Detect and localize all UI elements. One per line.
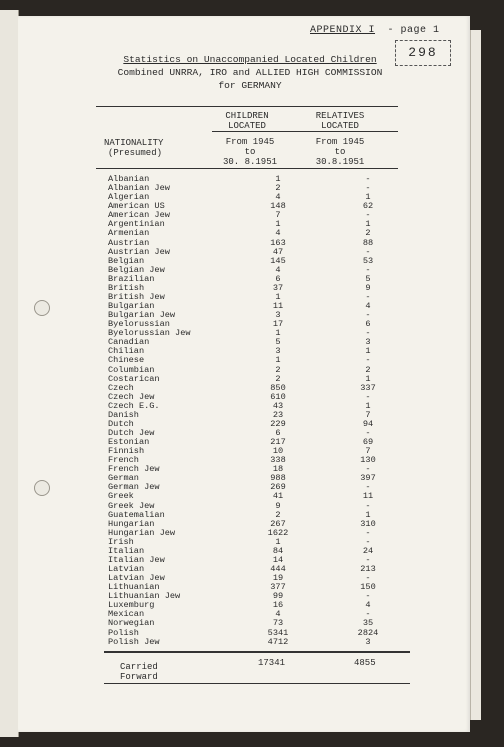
children-located-cell: 148 <box>270 201 286 212</box>
table-row <box>108 619 398 628</box>
nationality-cell: Brazilian <box>108 273 155 284</box>
relatives-located-cell: - <box>365 609 371 620</box>
relatives-located-cell: 69 <box>362 437 374 447</box>
children-located-cell: 9 <box>275 500 281 511</box>
relatives-located-cell: 130 <box>360 455 376 466</box>
relatives-located-cell: 2824 <box>357 627 379 638</box>
nationality-cell: Lithuanian <box>108 582 160 593</box>
children-located-cell: 41 <box>272 491 284 502</box>
nationality-cell: Columbian <box>108 364 155 375</box>
children-located-cell: 850 <box>270 382 286 393</box>
children-date-line: 30. 8.1951 <box>222 157 277 167</box>
nationality-cell: Canadian <box>108 337 150 348</box>
children-located-cell: 18 <box>272 464 284 475</box>
children-located-cell: 37 <box>272 282 284 293</box>
children-header-line: CHILDREN <box>225 111 269 121</box>
total-top-rule <box>104 651 410 653</box>
table-row <box>108 429 398 438</box>
children-located-cell: 267 <box>270 518 286 529</box>
relatives-located-cell: 2 <box>365 364 371 375</box>
punch-hole <box>34 480 50 496</box>
children-located-cell: 4712 <box>267 636 289 647</box>
children-located-cell: 47 <box>272 246 284 257</box>
relatives-located-cell: 337 <box>360 382 376 393</box>
nationality-cell: American US <box>108 201 165 212</box>
children-date-line: From 1945 <box>225 137 275 147</box>
table-row <box>108 411 398 420</box>
relatives-located-cell: 150 <box>360 582 376 593</box>
table-row <box>108 347 398 356</box>
children-located-cell: 4 <box>275 228 281 239</box>
punch-hole <box>34 300 50 316</box>
table-row <box>108 638 398 647</box>
children-located-cell: 14 <box>272 554 284 565</box>
relatives-located-cell: - <box>365 591 371 602</box>
total-bottom-rule <box>104 683 410 684</box>
relatives-header-line: RELATIVES <box>315 111 365 121</box>
relatives-located-cell: - <box>365 183 371 194</box>
relatives-located-cell: - <box>365 428 371 438</box>
children-located-cell: 7 <box>275 210 281 221</box>
nationality-cell: French Jew <box>108 464 160 475</box>
nationality-header-line: NATIONALITY <box>104 138 164 148</box>
children-located-cell: 4 <box>275 192 281 203</box>
children-located-cell: 11 <box>272 301 284 311</box>
nationality-cell: Austrian Jew <box>108 246 170 257</box>
total-children: 17341 <box>258 658 286 668</box>
children-located-cell: 6 <box>275 273 281 284</box>
children-located-cell: 338 <box>270 455 286 466</box>
relatives-located-cell: - <box>365 264 371 275</box>
table-row <box>108 556 398 565</box>
children-located-cell: 73 <box>272 618 284 629</box>
adjacent-page-edge <box>0 10 19 737</box>
nationality-cell: Estonian <box>108 437 150 447</box>
table-row <box>108 329 398 338</box>
relatives-located-cell: - <box>365 536 371 547</box>
nationality-cell: Dutch Jew <box>108 428 155 438</box>
page-label: - page 1 <box>387 25 440 36</box>
nationality-cell: Bulgarian <box>108 301 155 311</box>
table-row <box>108 375 398 384</box>
nationality-cell: Byelorussian Jew <box>108 328 191 339</box>
nationality-cell: Mexican <box>108 609 145 620</box>
nationality-cell: Guatemalian <box>108 509 165 520</box>
nationality-cell: Albanian Jew <box>108 183 170 194</box>
nationality-header-line: (Presumed) <box>108 148 163 158</box>
relatives-date-line: From 1945 <box>315 137 365 147</box>
children-located-cell: 10 <box>272 446 284 457</box>
relatives-date-line: 30.8.1951 <box>315 157 365 167</box>
nationality-cell: Byelorussian <box>108 319 170 330</box>
table-row <box>108 248 398 257</box>
children-located-cell: 5341 <box>267 627 289 638</box>
children-located-cell: 16 <box>272 600 284 611</box>
nationality-header <box>104 138 184 158</box>
table-top-rule <box>96 106 398 107</box>
nationality-cell: Luxemburg <box>108 600 155 611</box>
relatives-located-cell: - <box>365 500 371 511</box>
relatives-date-line: to <box>334 147 346 157</box>
relatives-located-cell: 5 <box>365 273 371 284</box>
nationality-cell: Latvian Jew <box>108 573 165 584</box>
table-row <box>108 338 398 347</box>
relatives-located-cell: 1 <box>365 373 371 384</box>
children-located-cell: 1 <box>275 355 281 366</box>
children-located-cell: 2 <box>275 364 281 375</box>
children-located-cell: 43 <box>272 400 284 411</box>
table-row <box>108 438 398 447</box>
relatives-located-cell: 53 <box>362 255 374 266</box>
children-located-cell: 1 <box>275 328 281 339</box>
children-located-cell: 17 <box>272 319 284 330</box>
children-located-cell: 2 <box>275 509 281 520</box>
page-number-stamp: 298 <box>395 40 451 66</box>
table-row <box>108 220 398 229</box>
document-title: Statistics on Unaccompanied Located Children <box>123 54 377 65</box>
nationality-cell: German Jew <box>108 482 160 493</box>
children-located-cell: 4 <box>275 264 281 275</box>
table-row <box>108 483 398 492</box>
nationality-cell: Lithuanian Jew <box>108 591 181 602</box>
forward-label: Forward <box>120 672 158 682</box>
carried-label: Carried <box>120 662 158 672</box>
children-located-cell: 217 <box>270 437 286 447</box>
relatives-located-cell: - <box>365 210 371 221</box>
table-row <box>108 529 398 538</box>
appendix-heading <box>310 25 440 36</box>
relatives-located-cell: 7 <box>365 446 371 457</box>
nationality-cell: Bulgarian Jew <box>108 310 176 321</box>
table-row <box>108 465 398 474</box>
relatives-located-cell: 35 <box>362 618 374 629</box>
relatives-located-cell: - <box>365 482 371 493</box>
children-located-cell: 988 <box>270 473 286 484</box>
nationality-cell: Norwegian <box>108 618 155 629</box>
relatives-located-cell: - <box>365 174 371 184</box>
children-located-cell: 1 <box>275 219 281 230</box>
children-date-range <box>212 137 288 167</box>
table-row <box>108 601 398 610</box>
children-located-cell: 229 <box>270 418 286 429</box>
nationality-cell: Italian <box>108 545 145 556</box>
relatives-located-cell: 213 <box>360 564 376 574</box>
relatives-located-cell: 7 <box>365 409 371 420</box>
nationality-cell: Belgian Jew <box>108 264 165 275</box>
nationality-cell: British <box>108 282 145 293</box>
nationality-cell: British Jew <box>108 291 165 302</box>
relatives-located-cell: - <box>365 355 371 366</box>
relatives-located-cell: - <box>365 246 371 257</box>
nationality-cell: Latvian <box>108 564 145 574</box>
relatives-located-cell: - <box>365 527 371 538</box>
children-located-cell: 1 <box>275 291 281 302</box>
relatives-located-cell: 310 <box>360 518 376 529</box>
table-row <box>108 229 398 238</box>
relatives-header-title <box>300 111 380 131</box>
children-located-cell: 1 <box>275 536 281 547</box>
page-stack-edge <box>470 30 481 720</box>
children-date-line: to <box>244 147 256 157</box>
relatives-located-cell: - <box>365 554 371 565</box>
nationality-cell: Irish <box>108 536 134 547</box>
relatives-located-cell: - <box>365 291 371 302</box>
nationality-cell: Hungarian <box>108 518 155 529</box>
children-located-cell: 1622 <box>267 527 289 538</box>
nationality-cell: Argentinian <box>108 219 165 230</box>
header-bottom-rule <box>96 168 398 169</box>
nationality-cell: Czech E.G. <box>108 400 160 411</box>
relatives-located-cell: 397 <box>360 473 376 484</box>
nationality-cell: Polish <box>108 627 139 638</box>
children-located-cell: 610 <box>270 391 286 402</box>
nationality-cell: Albanian <box>108 174 150 184</box>
nationality-cell: Danish <box>108 409 139 420</box>
relatives-date-range <box>302 137 378 167</box>
nationality-cell: Italian Jew <box>108 554 165 565</box>
table-row <box>108 402 398 411</box>
children-located-cell: 3 <box>275 346 281 357</box>
relatives-located-cell: 4 <box>365 301 371 311</box>
header-mid-rule <box>212 131 398 132</box>
relatives-located-cell: - <box>365 328 371 339</box>
relatives-located-cell: - <box>365 310 371 321</box>
children-located-cell: 23 <box>272 409 284 420</box>
table-row <box>108 447 398 456</box>
document-subtitle: Combined UNRRA, IRO and ALLIED HIGH COMMISSION <box>117 67 383 78</box>
children-header-line: LOCATED <box>228 121 266 131</box>
nationality-cell: French <box>108 455 139 466</box>
children-located-cell: 145 <box>270 255 286 266</box>
relatives-located-cell: - <box>365 573 371 584</box>
nationality-cell: Hungarian Jew <box>108 527 176 538</box>
relatives-located-cell: 6 <box>365 319 371 330</box>
relatives-located-cell: 24 <box>362 545 374 556</box>
relatives-located-cell: 94 <box>362 418 374 429</box>
relatives-located-cell: 9 <box>365 282 371 293</box>
table-row <box>108 184 398 193</box>
nationality-cell: Greek Jew <box>108 500 155 511</box>
children-located-cell: 4 <box>275 609 281 620</box>
nationality-cell: Austrian <box>108 237 150 248</box>
relatives-located-cell: 1 <box>365 346 371 357</box>
document-subtitle-region: for GERMANY <box>218 80 282 91</box>
nationality-cell: Chinese <box>108 355 145 366</box>
children-located-cell: 6 <box>275 428 281 438</box>
children-located-cell: 84 <box>272 545 284 556</box>
nationality-cell: Chilian <box>108 346 145 357</box>
nationality-cell: American Jew <box>108 210 170 221</box>
nationality-cell: Czech <box>108 382 134 393</box>
table-row <box>108 275 398 284</box>
children-located-cell: 444 <box>270 564 286 574</box>
children-located-cell: 3 <box>275 310 281 321</box>
appendix-label: APPENDIX I <box>310 25 376 36</box>
relatives-located-cell: 11 <box>362 491 374 502</box>
relatives-located-cell: 3 <box>365 636 371 647</box>
relatives-located-cell: 4 <box>365 600 371 611</box>
children-located-cell: 377 <box>270 582 286 593</box>
children-located-cell: 269 <box>270 482 286 493</box>
children-located-cell: 163 <box>270 237 286 248</box>
relatives-located-cell: 88 <box>362 237 374 248</box>
relatives-located-cell: - <box>365 464 371 475</box>
nationality-cell: Costarican <box>108 373 160 384</box>
children-located-cell: 2 <box>275 373 281 384</box>
relatives-located-cell: 1 <box>365 219 371 230</box>
nationality-cell: Algerian <box>108 192 150 203</box>
children-located-cell: 99 <box>272 591 284 602</box>
relatives-located-cell: 1 <box>365 400 371 411</box>
table-row <box>108 538 398 547</box>
children-located-cell: 1 <box>275 174 281 184</box>
relatives-located-cell: - <box>365 391 371 402</box>
relatives-located-cell: 1 <box>365 509 371 520</box>
nationality-cell: Dutch <box>108 418 134 429</box>
nationality-cell: Czech Jew <box>108 391 155 402</box>
relatives-located-cell: 1 <box>365 192 371 203</box>
relatives-located-cell: 3 <box>365 337 371 348</box>
nationality-cell: Belgian <box>108 255 145 266</box>
relatives-header-line: LOCATED <box>321 121 359 131</box>
children-located-cell: 5 <box>275 337 281 348</box>
children-located-cell: 19 <box>272 573 284 584</box>
children-header-title <box>212 111 282 131</box>
relatives-located-cell: 2 <box>365 228 371 239</box>
total-relatives: 4855 <box>354 658 376 668</box>
children-located-cell: 2 <box>275 183 281 194</box>
nationality-cell: Greek <box>108 491 134 502</box>
nationality-cell: German <box>108 473 139 484</box>
relatives-located-cell: 62 <box>362 201 374 212</box>
nationality-cell: Finnish <box>108 446 145 457</box>
carried-forward-label <box>120 662 158 682</box>
nationality-cell: Polish Jew <box>108 636 160 647</box>
nationality-cell: Armenian <box>108 228 150 239</box>
